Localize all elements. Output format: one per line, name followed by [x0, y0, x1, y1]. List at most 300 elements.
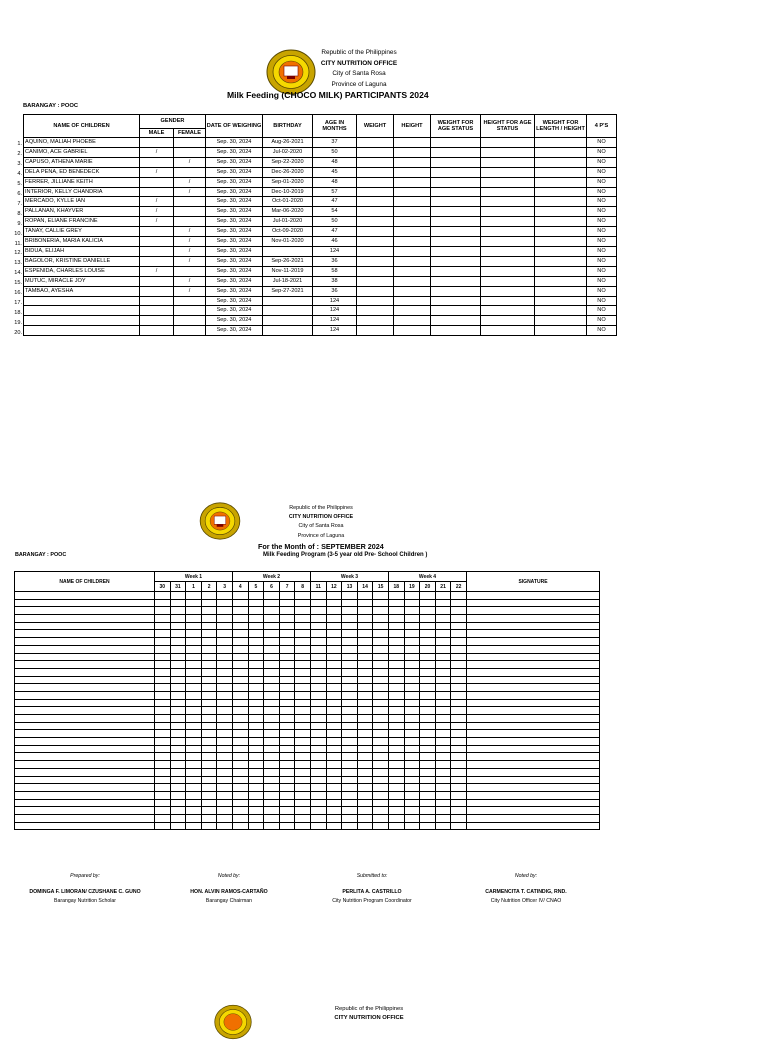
attendance-day-cell[interactable]: [264, 791, 280, 799]
attendance-day-cell[interactable]: [404, 715, 420, 723]
attendance-day-cell[interactable]: [357, 799, 373, 807]
attendance-day-cell[interactable]: [451, 799, 467, 807]
attendance-signature-cell[interactable]: [467, 791, 600, 799]
attendance-day-cell[interactable]: [389, 599, 405, 607]
attendance-day-cell[interactable]: [435, 791, 451, 799]
attendance-day-cell[interactable]: [420, 745, 436, 753]
attendance-day-cell[interactable]: [389, 707, 405, 715]
attendance-day-cell[interactable]: [326, 791, 342, 799]
attendance-day-cell[interactable]: [295, 814, 311, 822]
attendance-day-cell[interactable]: [357, 599, 373, 607]
attendance-day-cell[interactable]: [326, 691, 342, 699]
attendance-day-cell[interactable]: [155, 676, 171, 684]
attendance-day-cell[interactable]: [170, 684, 186, 692]
attendance-day-cell[interactable]: [170, 707, 186, 715]
attendance-day-cell[interactable]: [373, 699, 389, 707]
attendance-day-cell[interactable]: [373, 814, 389, 822]
attendance-day-cell[interactable]: [451, 807, 467, 815]
attendance-name-cell[interactable]: [15, 768, 155, 776]
attendance-day-cell[interactable]: [435, 745, 451, 753]
attendance-day-cell[interactable]: [435, 592, 451, 600]
attendance-day-cell[interactable]: [435, 653, 451, 661]
attendance-day-cell[interactable]: [248, 645, 264, 653]
attendance-day-cell[interactable]: [326, 745, 342, 753]
attendance-day-cell[interactable]: [201, 638, 217, 646]
attendance-day-cell[interactable]: [342, 761, 358, 769]
attendance-day-cell[interactable]: [373, 784, 389, 792]
attendance-day-cell[interactable]: [170, 691, 186, 699]
attendance-day-cell[interactable]: [373, 807, 389, 815]
attendance-day-cell[interactable]: [357, 722, 373, 730]
attendance-day-cell[interactable]: [170, 745, 186, 753]
attendance-signature-cell[interactable]: [467, 745, 600, 753]
attendance-day-cell[interactable]: [373, 676, 389, 684]
attendance-day-cell[interactable]: [342, 730, 358, 738]
attendance-day-cell[interactable]: [201, 768, 217, 776]
attendance-day-cell[interactable]: [155, 799, 171, 807]
attendance-day-cell[interactable]: [279, 638, 295, 646]
attendance-day-cell[interactable]: [186, 722, 202, 730]
attendance-name-cell[interactable]: [15, 638, 155, 646]
attendance-day-cell[interactable]: [155, 814, 171, 822]
attendance-day-cell[interactable]: [342, 615, 358, 623]
attendance-day-cell[interactable]: [217, 661, 233, 669]
attendance-day-cell[interactable]: [233, 653, 249, 661]
attendance-day-cell[interactable]: [186, 676, 202, 684]
attendance-day-cell[interactable]: [420, 738, 436, 746]
attendance-day-cell[interactable]: [357, 615, 373, 623]
attendance-day-cell[interactable]: [342, 592, 358, 600]
attendance-name-cell[interactable]: [15, 761, 155, 769]
attendance-day-cell[interactable]: [326, 768, 342, 776]
attendance-day-cell[interactable]: [404, 599, 420, 607]
attendance-day-cell[interactable]: [155, 768, 171, 776]
attendance-day-cell[interactable]: [233, 599, 249, 607]
attendance-signature-cell[interactable]: [467, 668, 600, 676]
attendance-day-cell[interactable]: [311, 768, 327, 776]
attendance-name-cell[interactable]: [15, 730, 155, 738]
attendance-day-cell[interactable]: [264, 592, 280, 600]
attendance-day-cell[interactable]: [326, 738, 342, 746]
attendance-day-cell[interactable]: [279, 722, 295, 730]
attendance-day-cell[interactable]: [233, 822, 249, 830]
attendance-day-cell[interactable]: [342, 753, 358, 761]
attendance-day-cell[interactable]: [233, 676, 249, 684]
attendance-day-cell[interactable]: [248, 715, 264, 723]
attendance-day-cell[interactable]: [389, 691, 405, 699]
attendance-day-cell[interactable]: [404, 784, 420, 792]
attendance-day-cell[interactable]: [201, 668, 217, 676]
attendance-day-cell[interactable]: [170, 738, 186, 746]
attendance-day-cell[interactable]: [217, 684, 233, 692]
attendance-day-cell[interactable]: [170, 768, 186, 776]
attendance-name-cell[interactable]: [15, 653, 155, 661]
attendance-day-cell[interactable]: [264, 638, 280, 646]
attendance-day-cell[interactable]: [279, 599, 295, 607]
attendance-day-cell[interactable]: [326, 638, 342, 646]
attendance-day-cell[interactable]: [264, 822, 280, 830]
attendance-signature-cell[interactable]: [467, 799, 600, 807]
attendance-signature-cell[interactable]: [467, 607, 600, 615]
attendance-day-cell[interactable]: [201, 722, 217, 730]
attendance-day-cell[interactable]: [217, 715, 233, 723]
attendance-day-cell[interactable]: [186, 630, 202, 638]
attendance-day-cell[interactable]: [233, 592, 249, 600]
attendance-day-cell[interactable]: [217, 745, 233, 753]
attendance-day-cell[interactable]: [170, 615, 186, 623]
attendance-day-cell[interactable]: [373, 730, 389, 738]
attendance-day-cell[interactable]: [279, 753, 295, 761]
attendance-day-cell[interactable]: [295, 799, 311, 807]
attendance-day-cell[interactable]: [435, 784, 451, 792]
attendance-day-cell[interactable]: [357, 668, 373, 676]
attendance-day-cell[interactable]: [186, 691, 202, 699]
attendance-day-cell[interactable]: [233, 768, 249, 776]
attendance-day-cell[interactable]: [186, 745, 202, 753]
attendance-day-cell[interactable]: [404, 676, 420, 684]
attendance-day-cell[interactable]: [420, 661, 436, 669]
attendance-day-cell[interactable]: [435, 622, 451, 630]
attendance-day-cell[interactable]: [264, 630, 280, 638]
attendance-day-cell[interactable]: [451, 761, 467, 769]
attendance-day-cell[interactable]: [295, 645, 311, 653]
attendance-day-cell[interactable]: [420, 638, 436, 646]
attendance-day-cell[interactable]: [186, 592, 202, 600]
attendance-day-cell[interactable]: [420, 722, 436, 730]
attendance-day-cell[interactable]: [201, 645, 217, 653]
attendance-day-cell[interactable]: [264, 761, 280, 769]
attendance-day-cell[interactable]: [373, 661, 389, 669]
attendance-day-cell[interactable]: [186, 707, 202, 715]
attendance-day-cell[interactable]: [373, 630, 389, 638]
attendance-day-cell[interactable]: [435, 699, 451, 707]
attendance-day-cell[interactable]: [186, 699, 202, 707]
attendance-day-cell[interactable]: [389, 799, 405, 807]
attendance-day-cell[interactable]: [233, 722, 249, 730]
attendance-day-cell[interactable]: [389, 814, 405, 822]
attendance-day-cell[interactable]: [295, 599, 311, 607]
attendance-day-cell[interactable]: [201, 699, 217, 707]
attendance-day-cell[interactable]: [233, 799, 249, 807]
attendance-day-cell[interactable]: [389, 761, 405, 769]
attendance-day-cell[interactable]: [404, 738, 420, 746]
attendance-day-cell[interactable]: [279, 630, 295, 638]
attendance-day-cell[interactable]: [451, 730, 467, 738]
attendance-day-cell[interactable]: [357, 776, 373, 784]
attendance-day-cell[interactable]: [295, 822, 311, 830]
attendance-day-cell[interactable]: [170, 715, 186, 723]
attendance-day-cell[interactable]: [170, 822, 186, 830]
attendance-day-cell[interactable]: [342, 638, 358, 646]
attendance-day-cell[interactable]: [451, 822, 467, 830]
attendance-name-cell[interactable]: [15, 738, 155, 746]
attendance-day-cell[interactable]: [233, 661, 249, 669]
attendance-day-cell[interactable]: [451, 753, 467, 761]
attendance-day-cell[interactable]: [404, 768, 420, 776]
attendance-day-cell[interactable]: [155, 615, 171, 623]
attendance-day-cell[interactable]: [217, 668, 233, 676]
attendance-day-cell[interactable]: [217, 599, 233, 607]
attendance-day-cell[interactable]: [311, 622, 327, 630]
attendance-day-cell[interactable]: [279, 699, 295, 707]
attendance-day-cell[interactable]: [342, 738, 358, 746]
attendance-day-cell[interactable]: [420, 707, 436, 715]
attendance-day-cell[interactable]: [342, 722, 358, 730]
attendance-day-cell[interactable]: [404, 822, 420, 830]
attendance-name-cell[interactable]: [15, 715, 155, 723]
attendance-day-cell[interactable]: [342, 715, 358, 723]
attendance-day-cell[interactable]: [451, 722, 467, 730]
attendance-name-cell[interactable]: [15, 814, 155, 822]
attendance-day-cell[interactable]: [357, 753, 373, 761]
attendance-day-cell[interactable]: [201, 661, 217, 669]
attendance-signature-cell[interactable]: [467, 592, 600, 600]
attendance-day-cell[interactable]: [435, 715, 451, 723]
attendance-day-cell[interactable]: [217, 768, 233, 776]
attendance-day-cell[interactable]: [420, 761, 436, 769]
attendance-day-cell[interactable]: [217, 738, 233, 746]
attendance-day-cell[interactable]: [451, 676, 467, 684]
attendance-day-cell[interactable]: [311, 722, 327, 730]
attendance-day-cell[interactable]: [311, 814, 327, 822]
attendance-day-cell[interactable]: [155, 645, 171, 653]
attendance-day-cell[interactable]: [279, 768, 295, 776]
attendance-name-cell[interactable]: [15, 753, 155, 761]
attendance-day-cell[interactable]: [373, 607, 389, 615]
attendance-day-cell[interactable]: [404, 668, 420, 676]
attendance-day-cell[interactable]: [357, 607, 373, 615]
attendance-day-cell[interactable]: [170, 784, 186, 792]
attendance-day-cell[interactable]: [170, 622, 186, 630]
attendance-day-cell[interactable]: [155, 684, 171, 692]
attendance-day-cell[interactable]: [389, 661, 405, 669]
attendance-day-cell[interactable]: [342, 599, 358, 607]
attendance-day-cell[interactable]: [435, 615, 451, 623]
attendance-day-cell[interactable]: [389, 645, 405, 653]
attendance-day-cell[interactable]: [342, 661, 358, 669]
attendance-day-cell[interactable]: [311, 822, 327, 830]
attendance-day-cell[interactable]: [451, 638, 467, 646]
attendance-day-cell[interactable]: [233, 745, 249, 753]
attendance-day-cell[interactable]: [248, 622, 264, 630]
attendance-day-cell[interactable]: [233, 645, 249, 653]
attendance-signature-cell[interactable]: [467, 814, 600, 822]
attendance-day-cell[interactable]: [311, 699, 327, 707]
attendance-day-cell[interactable]: [357, 784, 373, 792]
attendance-day-cell[interactable]: [326, 776, 342, 784]
attendance-day-cell[interactable]: [451, 653, 467, 661]
attendance-day-cell[interactable]: [201, 761, 217, 769]
attendance-day-cell[interactable]: [201, 684, 217, 692]
attendance-day-cell[interactable]: [186, 791, 202, 799]
attendance-day-cell[interactable]: [170, 699, 186, 707]
attendance-day-cell[interactable]: [420, 768, 436, 776]
attendance-day-cell[interactable]: [264, 699, 280, 707]
attendance-day-cell[interactable]: [170, 592, 186, 600]
attendance-day-cell[interactable]: [342, 791, 358, 799]
attendance-day-cell[interactable]: [420, 630, 436, 638]
attendance-day-cell[interactable]: [311, 630, 327, 638]
attendance-day-cell[interactable]: [435, 707, 451, 715]
attendance-signature-cell[interactable]: [467, 676, 600, 684]
attendance-day-cell[interactable]: [295, 676, 311, 684]
attendance-day-cell[interactable]: [420, 822, 436, 830]
attendance-signature-cell[interactable]: [467, 753, 600, 761]
attendance-day-cell[interactable]: [248, 691, 264, 699]
attendance-day-cell[interactable]: [311, 799, 327, 807]
attendance-name-cell[interactable]: [15, 607, 155, 615]
attendance-day-cell[interactable]: [311, 807, 327, 815]
attendance-day-cell[interactable]: [279, 784, 295, 792]
attendance-day-cell[interactable]: [435, 607, 451, 615]
attendance-day-cell[interactable]: [248, 615, 264, 623]
attendance-day-cell[interactable]: [155, 638, 171, 646]
attendance-day-cell[interactable]: [311, 791, 327, 799]
attendance-day-cell[interactable]: [170, 630, 186, 638]
attendance-day-cell[interactable]: [217, 814, 233, 822]
attendance-day-cell[interactable]: [326, 653, 342, 661]
attendance-day-cell[interactable]: [435, 730, 451, 738]
attendance-day-cell[interactable]: [311, 745, 327, 753]
attendance-day-cell[interactable]: [155, 592, 171, 600]
attendance-day-cell[interactable]: [373, 638, 389, 646]
attendance-day-cell[interactable]: [311, 730, 327, 738]
attendance-day-cell[interactable]: [295, 607, 311, 615]
attendance-day-cell[interactable]: [326, 753, 342, 761]
attendance-day-cell[interactable]: [186, 753, 202, 761]
attendance-day-cell[interactable]: [342, 807, 358, 815]
attendance-day-cell[interactable]: [248, 722, 264, 730]
attendance-day-cell[interactable]: [170, 753, 186, 761]
attendance-day-cell[interactable]: [217, 622, 233, 630]
attendance-day-cell[interactable]: [373, 653, 389, 661]
attendance-day-cell[interactable]: [233, 776, 249, 784]
attendance-day-cell[interactable]: [451, 814, 467, 822]
attendance-day-cell[interactable]: [357, 791, 373, 799]
attendance-day-cell[interactable]: [186, 715, 202, 723]
attendance-signature-cell[interactable]: [467, 691, 600, 699]
attendance-day-cell[interactable]: [217, 807, 233, 815]
attendance-day-cell[interactable]: [201, 799, 217, 807]
attendance-day-cell[interactable]: [435, 645, 451, 653]
attendance-day-cell[interactable]: [420, 691, 436, 699]
attendance-day-cell[interactable]: [248, 630, 264, 638]
attendance-day-cell[interactable]: [264, 684, 280, 692]
attendance-day-cell[interactable]: [404, 776, 420, 784]
attendance-day-cell[interactable]: [326, 722, 342, 730]
attendance-day-cell[interactable]: [373, 768, 389, 776]
attendance-day-cell[interactable]: [342, 822, 358, 830]
attendance-name-cell[interactable]: [15, 691, 155, 699]
attendance-day-cell[interactable]: [217, 691, 233, 699]
attendance-day-cell[interactable]: [295, 668, 311, 676]
attendance-day-cell[interactable]: [264, 668, 280, 676]
attendance-day-cell[interactable]: [217, 645, 233, 653]
attendance-day-cell[interactable]: [264, 645, 280, 653]
attendance-day-cell[interactable]: [373, 592, 389, 600]
attendance-day-cell[interactable]: [279, 715, 295, 723]
attendance-day-cell[interactable]: [389, 791, 405, 799]
attendance-day-cell[interactable]: [389, 653, 405, 661]
attendance-day-cell[interactable]: [170, 676, 186, 684]
attendance-day-cell[interactable]: [420, 791, 436, 799]
attendance-day-cell[interactable]: [311, 676, 327, 684]
attendance-day-cell[interactable]: [264, 615, 280, 623]
attendance-day-cell[interactable]: [264, 715, 280, 723]
attendance-signature-cell[interactable]: [467, 615, 600, 623]
attendance-day-cell[interactable]: [451, 691, 467, 699]
attendance-day-cell[interactable]: [420, 645, 436, 653]
attendance-day-cell[interactable]: [233, 630, 249, 638]
attendance-day-cell[interactable]: [155, 722, 171, 730]
attendance-day-cell[interactable]: [342, 607, 358, 615]
attendance-name-cell[interactable]: [15, 784, 155, 792]
attendance-name-cell[interactable]: [15, 791, 155, 799]
attendance-day-cell[interactable]: [186, 807, 202, 815]
attendance-day-cell[interactable]: [389, 630, 405, 638]
attendance-day-cell[interactable]: [404, 607, 420, 615]
attendance-signature-cell[interactable]: [467, 630, 600, 638]
attendance-name-cell[interactable]: [15, 676, 155, 684]
attendance-day-cell[interactable]: [233, 691, 249, 699]
attendance-day-cell[interactable]: [295, 691, 311, 699]
attendance-day-cell[interactable]: [295, 615, 311, 623]
attendance-day-cell[interactable]: [357, 630, 373, 638]
attendance-day-cell[interactable]: [155, 668, 171, 676]
attendance-day-cell[interactable]: [279, 645, 295, 653]
attendance-day-cell[interactable]: [357, 814, 373, 822]
attendance-day-cell[interactable]: [155, 730, 171, 738]
attendance-day-cell[interactable]: [342, 784, 358, 792]
attendance-day-cell[interactable]: [201, 791, 217, 799]
attendance-day-cell[interactable]: [404, 791, 420, 799]
attendance-day-cell[interactable]: [311, 615, 327, 623]
attendance-day-cell[interactable]: [279, 814, 295, 822]
attendance-day-cell[interactable]: [233, 622, 249, 630]
attendance-signature-cell[interactable]: [467, 738, 600, 746]
attendance-day-cell[interactable]: [373, 722, 389, 730]
attendance-day-cell[interactable]: [264, 807, 280, 815]
attendance-day-cell[interactable]: [389, 776, 405, 784]
attendance-day-cell[interactable]: [248, 676, 264, 684]
attendance-day-cell[interactable]: [233, 738, 249, 746]
attendance-day-cell[interactable]: [435, 599, 451, 607]
attendance-day-cell[interactable]: [155, 707, 171, 715]
attendance-day-cell[interactable]: [342, 645, 358, 653]
attendance-day-cell[interactable]: [435, 753, 451, 761]
attendance-day-cell[interactable]: [295, 699, 311, 707]
attendance-day-cell[interactable]: [295, 622, 311, 630]
attendance-day-cell[interactable]: [342, 653, 358, 661]
attendance-day-cell[interactable]: [186, 645, 202, 653]
attendance-day-cell[interactable]: [389, 676, 405, 684]
attendance-day-cell[interactable]: [248, 653, 264, 661]
attendance-day-cell[interactable]: [451, 661, 467, 669]
attendance-day-cell[interactable]: [404, 615, 420, 623]
attendance-day-cell[interactable]: [201, 784, 217, 792]
attendance-day-cell[interactable]: [279, 791, 295, 799]
attendance-day-cell[interactable]: [389, 684, 405, 692]
attendance-signature-cell[interactable]: [467, 622, 600, 630]
attendance-day-cell[interactable]: [420, 799, 436, 807]
attendance-day-cell[interactable]: [201, 753, 217, 761]
attendance-name-cell[interactable]: [15, 776, 155, 784]
attendance-signature-cell[interactable]: [467, 807, 600, 815]
attendance-day-cell[interactable]: [217, 722, 233, 730]
attendance-day-cell[interactable]: [420, 784, 436, 792]
attendance-day-cell[interactable]: [186, 607, 202, 615]
attendance-day-cell[interactable]: [404, 661, 420, 669]
